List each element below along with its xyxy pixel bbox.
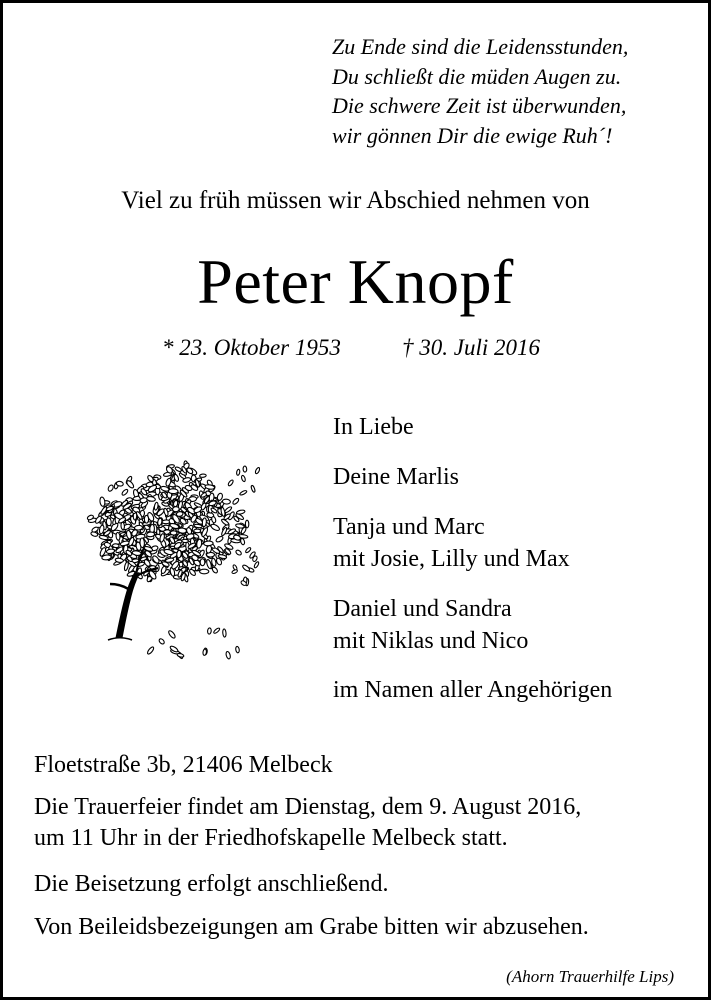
family-group — [333, 674, 612, 706]
leaf — [116, 532, 121, 540]
leaf — [242, 564, 251, 572]
birth-date: * 23. Oktober 1953 — [162, 335, 341, 360]
leaf — [168, 630, 177, 639]
leaf — [196, 539, 202, 549]
family-line: mit Niklas und Nico — [333, 628, 529, 654]
family-group — [333, 411, 414, 443]
fallen-leaves — [146, 627, 239, 659]
leaf — [116, 481, 124, 487]
family-line: Deine Marlis — [333, 464, 459, 490]
leaf — [243, 466, 247, 472]
leaf — [211, 566, 218, 573]
leaf — [194, 529, 201, 533]
funeral-service-notice — [34, 792, 581, 854]
leaf — [253, 561, 259, 568]
leaf — [251, 485, 256, 493]
leaf — [170, 531, 177, 535]
leaf — [168, 489, 178, 494]
address: Floetstraße 3b, 21406 Melbeck — [34, 752, 333, 778]
leaf — [144, 515, 148, 523]
death-date: † 30. Juli 2016 — [402, 335, 540, 360]
leaf — [239, 490, 247, 496]
service-line: Die Trauerfeier findet am Dienstag, dem 9. August 2016, — [34, 794, 582, 820]
leaf — [255, 467, 260, 474]
leaf — [236, 509, 245, 514]
family-group — [333, 593, 528, 657]
leaf — [235, 549, 242, 556]
leaf — [182, 539, 189, 542]
leaf — [232, 497, 240, 505]
leaf — [231, 569, 238, 574]
condolence-request: Von Beileidsbezeigungen am Grabe bitten wir abzusehen. — [34, 914, 589, 940]
leaf — [99, 497, 105, 507]
leaf — [147, 475, 155, 483]
windblown-tree-icon — [80, 440, 260, 662]
leaf — [241, 475, 246, 482]
family-line: Tanja und Marc — [333, 514, 485, 540]
poem-line: Zu Ende sind die Leidensstunden, — [332, 34, 629, 59]
leaf — [112, 544, 119, 548]
leaf — [177, 653, 184, 658]
family-line: Daniel und Sandra — [333, 596, 512, 622]
deceased-name: Peter Knopf — [197, 246, 514, 317]
leaf — [215, 535, 224, 543]
leaf — [200, 569, 209, 574]
leaf — [245, 520, 249, 528]
leaf — [107, 484, 114, 492]
leaf — [146, 532, 154, 537]
leaf — [236, 469, 240, 475]
leaf — [207, 628, 211, 635]
leaf — [172, 506, 179, 512]
poem-line: Du schließt die müden Augen zu. — [332, 63, 622, 89]
poem-line: Die schwere Zeit ist überwunden, — [332, 93, 627, 118]
burial-notice: Die Beisetzung erfolgt anschließend. — [34, 871, 389, 897]
family-line: mit Josie, Lilly und Max — [333, 546, 570, 572]
leaf — [140, 538, 145, 548]
leaf — [222, 629, 226, 637]
leaf — [235, 646, 239, 653]
tree-canopy — [87, 461, 260, 587]
farewell-intro: Viel zu früh müssen wir Abschied nehmen von — [121, 187, 590, 214]
leaf — [178, 528, 187, 534]
leaf — [126, 480, 135, 489]
leaf — [216, 493, 223, 501]
family-line: In Liebe — [333, 414, 414, 440]
leaf — [213, 627, 220, 634]
leaf — [225, 651, 231, 659]
service-line: um 11 Uhr in der Friedhofskapelle Melbeck statt. — [34, 825, 508, 851]
poem-line: wir gönnen Dir die ewige Ruh´! — [332, 122, 613, 148]
leaf — [204, 541, 214, 546]
leaf — [199, 474, 206, 478]
family-group — [333, 511, 570, 575]
leaf — [176, 550, 181, 558]
leaf — [227, 479, 234, 486]
leaf — [121, 488, 129, 496]
leaf — [158, 638, 165, 645]
undertaker-credit: (Ahorn Trauerhilfe Lips) — [506, 967, 674, 986]
family-line: im Namen aller Angehörigen — [333, 677, 613, 703]
leaf — [222, 499, 230, 504]
leaf — [146, 646, 154, 655]
leaf — [245, 547, 252, 554]
leaf — [200, 559, 205, 566]
leaf — [210, 523, 220, 532]
leaf — [203, 649, 207, 656]
leaf — [106, 518, 112, 526]
memorial-poem — [332, 32, 628, 150]
leaf — [102, 554, 112, 560]
family-group — [333, 461, 459, 493]
